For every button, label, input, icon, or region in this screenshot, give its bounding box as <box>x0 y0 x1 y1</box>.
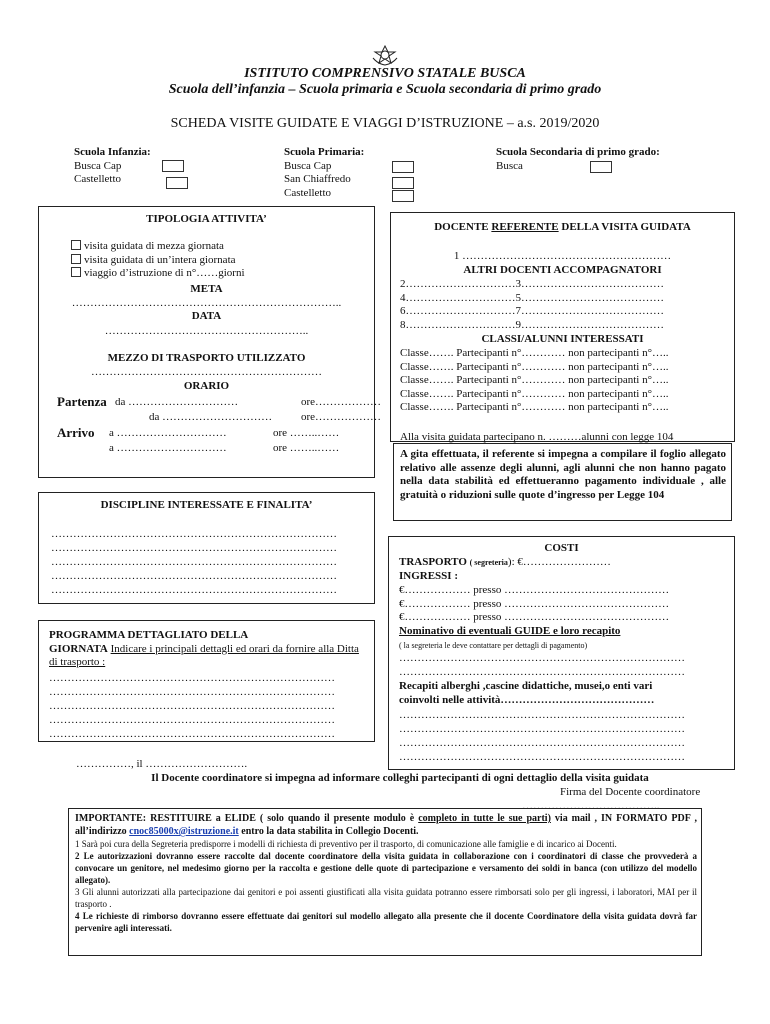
firma-line[interactable]: ……………………………….. <box>522 800 660 812</box>
checkbox-infanzia-busca[interactable] <box>162 160 184 172</box>
recapiti-title <box>399 680 729 707</box>
partenza-row-1[interactable] <box>115 396 238 410</box>
blank-line[interactable]: …………………………………………………………………… <box>399 723 685 735</box>
arrivo-ore-1[interactable]: ore ……..…… <box>273 427 340 439</box>
blank-line[interactable]: …………………………………………………………………… <box>51 556 337 568</box>
blank-line[interactable]: …………………………………………………………………… <box>49 700 335 712</box>
important-p3: 2 Le autorizzazioni dovranno essere raccolte dal docente coordinatore della visita guidata in collaborazione con i coordinatori di classe che provvederà a convocare un genitore, nel medesimo giorno per la raccolta e gestione delle quote di partecipazione e versamento dei soldi in banca (con utilizzo del modello allegato). <box>75 851 697 885</box>
school-primaria <box>284 146 484 200</box>
blank-line[interactable]: …………………………………………………………………… <box>51 584 337 596</box>
docente-line-1[interactable]: 1 ………………………………………………… <box>453 250 672 262</box>
date-line[interactable]: ……………, il ………………………. <box>76 758 248 770</box>
option-label: visita guidata di mezza giornata <box>84 240 224 252</box>
checkbox-secondaria-busca[interactable] <box>590 161 612 173</box>
classe-row[interactable]: Classe……. Partecipanti n°………… non partecipanti n°….. <box>400 360 669 373</box>
school-secondaria-label: Scuola Secondaria di primo grado: <box>496 146 660 158</box>
important-p1-b: via mail , IN FORMATO PDF , all’indirizzo <box>75 813 697 837</box>
docente-box <box>390 212 735 442</box>
blank-line[interactable]: …………………………………………………………………… <box>399 652 685 664</box>
blank-line[interactable]: …………………………………………………………………… <box>51 528 337 540</box>
data-label: DATA <box>191 310 222 322</box>
programma-instructions: Indicare i principali dettagli ed orari da fornire alla Ditta di trasporto : <box>49 642 359 668</box>
trasporto-label: TRASPORTO <box>399 556 467 568</box>
presso-row[interactable]: €……………… presso ……………………………………… <box>399 584 670 596</box>
trasporto-value[interactable]: ): €…………………… <box>507 556 611 568</box>
blank-line[interactable]: …………………………………………………………………… <box>49 714 335 726</box>
blank-line[interactable]: …………………………………………………………………… <box>51 542 337 554</box>
altri-docenti-title: ALTRI DOCENTI ACCOMPAGNATORI <box>463 264 662 276</box>
classe-row[interactable]: Classe……. Partecipanti n°………… non partecipanti n°….. <box>400 387 669 400</box>
costi-title: COSTI <box>544 542 579 554</box>
programma-box <box>38 620 375 742</box>
orario-label: ORARIO <box>183 380 230 392</box>
classe-row[interactable]: Classe……. Partecipanti n°………… non partecipanti n°….. <box>400 374 669 386</box>
time-blank: ………………………… <box>116 442 227 454</box>
recapiti-line-2[interactable]: coinvolti nelle attività…………………………………… <box>399 693 655 706</box>
guide-note: ( la segreteria le deve contattare per dettagli di pagamento) <box>399 641 588 650</box>
programma-subtitle <box>49 643 369 670</box>
docente-title-post: DELLA VISITA GUIDATA <box>558 221 691 233</box>
discipline-lines[interactable] <box>51 527 363 597</box>
classe-row[interactable]: Classe……. Partecipanti n°………… non partecipanti n°….. <box>400 401 669 413</box>
meta-label: META <box>190 283 223 295</box>
presso-row[interactable]: €……………… presso ……………………………………… <box>399 597 670 610</box>
republic-emblem-icon <box>370 44 400 66</box>
blank-line[interactable]: …………………………………………………………………… <box>399 665 685 678</box>
docente-row[interactable]: 8…………………………9………………………………… <box>400 318 664 331</box>
important-text <box>75 812 697 934</box>
school-infanzia-label: Scuola Infanzia: <box>74 146 151 158</box>
institute-name: ISTITUTO COMPRENSIVO STATALE BUSCA <box>244 66 526 81</box>
ingressi-label: INGRESSI : <box>399 570 458 582</box>
recapiti-lines[interactable] <box>399 708 729 764</box>
option-row[interactable] <box>71 254 371 268</box>
ingressi-rows[interactable] <box>399 584 729 625</box>
arrivo-label: Arrivo <box>57 425 95 440</box>
time-blank: ………………………… <box>162 411 273 423</box>
school-primaria-item: Castelletto <box>284 186 332 199</box>
docente-row[interactable]: 4…………………………5………………………………… <box>400 291 664 304</box>
important-p1 <box>75 812 697 838</box>
checkbox-icon[interactable] <box>71 267 81 277</box>
notice-text: A gita effettuata, il referente si impegna a compilare il foglio allegato relativo alle assenze degli alunni, agli alunni che non hanno pagato nella data stabilità ed effettueranno pagamento individuale , alle gratuità o riduzioni sulle quote d’ingresso per Legge 104 <box>400 448 726 501</box>
blank-line[interactable]: …………………………………………………………………… <box>49 728 335 740</box>
docente-row[interactable]: 2…………………………3………………………………… <box>400 278 664 290</box>
mezzo-label: MEZZO DI TRASPORTO UTILIZZATO <box>107 352 306 364</box>
time-blank: ………………………… <box>116 427 227 439</box>
classe-row[interactable]: Classe……. Partecipanti n°………… non partecipanti n°….. <box>400 347 669 359</box>
checkbox-primaria-busca[interactable] <box>392 161 414 173</box>
important-box <box>68 808 702 956</box>
tipologia-options <box>71 240 371 281</box>
programma-heading <box>49 629 369 670</box>
docente-row[interactable]: 6…………………………7………………………………… <box>400 305 664 317</box>
partenza-row-2[interactable] <box>149 411 272 425</box>
meta-line[interactable]: ……………………………………………………………….. <box>71 297 342 309</box>
guide-lines[interactable] <box>399 652 729 679</box>
arrivo-row-1[interactable] <box>109 427 227 441</box>
checkbox-icon[interactable] <box>71 254 81 264</box>
checkbox-primaria-castelletto[interactable] <box>392 190 414 202</box>
discipline-box <box>38 492 375 604</box>
important-p5: 4 Le richieste di rimborso dovranno essere effettuate dai genitori sul modello allegato alla presente che il docente Coordinatore della visita guidata dovrà far pervenire agli interessati. <box>75 911 697 933</box>
arrivo-row-2[interactable] <box>109 442 227 456</box>
partenza-ore-2[interactable]: ore……………… <box>301 411 382 423</box>
option-label: visita guidata di un’intera giornata <box>84 253 236 266</box>
programma-lines[interactable] <box>49 671 363 741</box>
segreteria-note: ( segreteria <box>469 558 508 567</box>
programma-title-2: GIORNATA <box>49 642 108 655</box>
da-label: da <box>149 411 160 423</box>
school-primaria-item: Busca Cap <box>284 159 332 172</box>
blank-line[interactable]: …………………………………………………………………… <box>49 686 335 698</box>
discipline-title: DISCIPLINE INTERESSATE E FINALITA’ <box>100 499 313 511</box>
blank-line[interactable]: …………………………………………………………………… <box>399 709 685 721</box>
data-line[interactable]: ……………………………………………….. <box>104 325 309 337</box>
important-p4: 3 Gli alunni autorizzati alla partecipazione dai genitori e poi assenti giustificati alla visita guidata potranno essere rimborsati solo per gli ingressi, i laboratori, MAI per il trasporto . <box>75 887 697 909</box>
firma-label: Firma del Docente coordinatore <box>560 786 701 798</box>
recapiti-line-1: Recapiti alberghi ,cascine didattiche, musei,o enti vari <box>399 680 653 692</box>
important-p1-c: entro la data stabilita in Collegio Docenti. <box>238 826 419 837</box>
checkbox-icon[interactable] <box>71 240 81 250</box>
important-p2: 1 Sarà poi cura della Segreteria predisporre i modelli di richiesta di preventivo per il trasporto, di comunicazione alle famiglie e di incarico ai Docenti. <box>75 839 617 849</box>
tipologia-box <box>38 206 382 478</box>
da-label: da <box>115 396 126 408</box>
school-primaria-item: San Chiaffredo <box>284 173 351 185</box>
option-row[interactable] <box>71 240 371 254</box>
coordinatore-note: Il Docente coordinatore si impegna ad informare colleghi partecipanti di ogni dettaglio della visita guidata <box>151 772 649 784</box>
partenza-ore-1[interactable]: ore……………… <box>301 396 382 408</box>
docente-title-pre: DOCENTE <box>434 221 492 233</box>
programma-title: PROGRAMMA DETTAGLIATO DELLA <box>49 629 249 641</box>
altri-docenti-rows[interactable] <box>400 278 730 332</box>
classi-rows[interactable] <box>400 347 730 415</box>
docente-title-underlined: REFERENTE <box>491 221 559 233</box>
page-title: SCHEDA VISITE GUIDATE E VIAGGI D’ISTRUZIONE – a.s. 2019/2020 <box>170 116 600 131</box>
arrivo-ore-2[interactable]: ore ……..…… <box>273 442 340 454</box>
notice-box <box>393 443 732 521</box>
school-infanzia-item: Castelletto <box>74 173 122 185</box>
partenza-label: Partenza <box>57 394 107 409</box>
tipologia-title: TIPOLOGIA ATTIVITA’ <box>146 213 267 225</box>
classi-title: CLASSI/ALUNNI INTERESSATI <box>481 333 644 345</box>
checkbox-infanzia-castelletto[interactable] <box>166 177 188 189</box>
a-label: a <box>109 442 114 454</box>
email-link[interactable]: cnoc85000x@istruzione.it <box>129 826 239 837</box>
blank-line[interactable]: …………………………………………………………………… <box>49 672 335 684</box>
docente-title <box>391 221 734 235</box>
blank-line[interactable]: …………………………………………………………………… <box>399 751 685 763</box>
option-label: viaggio d’istruzione di n°……giorni <box>84 267 245 279</box>
time-blank: ………………………… <box>128 396 239 408</box>
legge104-line[interactable]: Alla visita guidata partecipano n. ………alunni con legge 104 <box>400 431 674 443</box>
trasporto-row[interactable] <box>399 556 611 570</box>
checkbox-primaria-sanchiaffredo[interactable] <box>392 177 414 189</box>
blank-line[interactable]: …………………………………………………………………… <box>51 570 337 582</box>
school-secondaria-item: Busca <box>496 159 523 172</box>
school-subtitle: Scuola dell’infanzia – Scuola primaria e Scuola secondaria di primo grado <box>168 82 602 97</box>
important-p1-a: IMPORTANTE: RESTITUIRE a ELIDE ( solo quando il presente modulo è <box>75 813 419 824</box>
costi-box <box>388 536 735 770</box>
school-primaria-label: Scuola Primaria: <box>284 146 365 158</box>
option-row[interactable] <box>71 267 371 281</box>
a-label: a <box>109 427 114 439</box>
blank-line[interactable]: …………………………………………………………………… <box>399 737 685 749</box>
mezzo-line[interactable]: ……………………………………………………… <box>91 366 322 378</box>
school-infanzia-item: Busca Cap <box>74 159 122 172</box>
guide-title: Nominativo di eventuali GUIDE e loro recapito <box>399 625 621 637</box>
important-p1-underline: completo in tutte le sue parti) <box>418 813 551 824</box>
presso-row[interactable]: €……………… presso ……………………………………… <box>399 611 670 623</box>
